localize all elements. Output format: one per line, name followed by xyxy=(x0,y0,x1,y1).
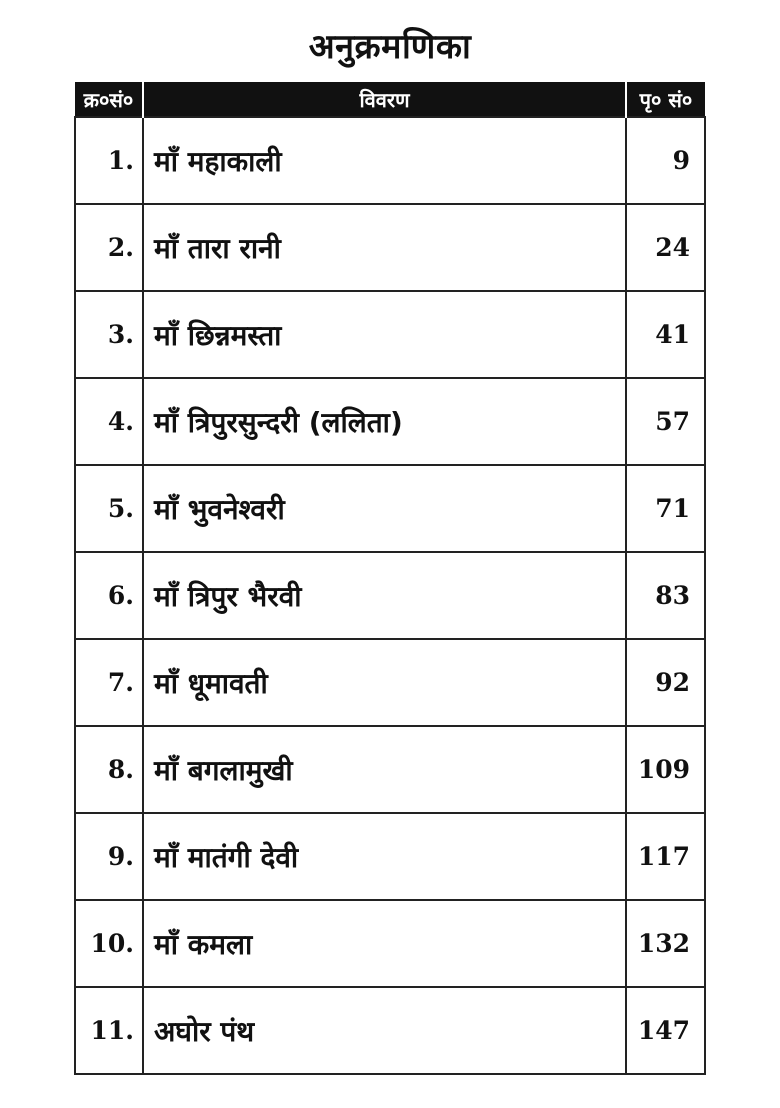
table-row xyxy=(75,465,705,552)
row-description: माँ बगलामुखी xyxy=(143,726,626,813)
header-row xyxy=(75,82,705,117)
row-page-number: 83 xyxy=(626,552,705,639)
table-header xyxy=(75,82,705,117)
table-row xyxy=(75,117,705,204)
table-row xyxy=(75,291,705,378)
row-page-number: 147 xyxy=(626,987,705,1074)
row-page-number: 71 xyxy=(626,465,705,552)
row-serial-number: 1. xyxy=(75,117,143,204)
table-row xyxy=(75,552,705,639)
table-row xyxy=(75,813,705,900)
header-serial-number: क्र०सं० xyxy=(75,82,143,117)
row-serial-number: 5. xyxy=(75,465,143,552)
table-body xyxy=(75,117,705,1074)
row-page-number: 57 xyxy=(626,378,705,465)
row-description: माँ त्रिपुरसुन्दरी (ललिता) xyxy=(143,378,626,465)
table-of-contents xyxy=(74,82,706,1075)
row-page-number: 132 xyxy=(626,900,705,987)
row-serial-number: 10. xyxy=(75,900,143,987)
row-serial-number: 8. xyxy=(75,726,143,813)
header-page-number: पृ० सं० xyxy=(626,82,705,117)
header-description: विवरण xyxy=(143,82,626,117)
row-serial-number: 3. xyxy=(75,291,143,378)
row-serial-number: 9. xyxy=(75,813,143,900)
row-serial-number: 2. xyxy=(75,204,143,291)
table-row xyxy=(75,204,705,291)
row-description: माँ छिन्नमस्ता xyxy=(143,291,626,378)
row-description: माँ धूमावती xyxy=(143,639,626,726)
row-description: माँ कमला xyxy=(143,900,626,987)
row-page-number: 24 xyxy=(626,204,705,291)
row-description: माँ तारा रानी xyxy=(143,204,626,291)
row-description: माँ मातंगी देवी xyxy=(143,813,626,900)
row-serial-number: 7. xyxy=(75,639,143,726)
row-serial-number: 6. xyxy=(75,552,143,639)
row-serial-number: 11. xyxy=(75,987,143,1074)
table-row xyxy=(75,726,705,813)
table-row xyxy=(75,900,705,987)
row-description: माँ महाकाली xyxy=(143,117,626,204)
page-title: अनुक्रमणिका xyxy=(308,27,472,67)
row-description: माँ त्रिपुर भैरवी xyxy=(143,552,626,639)
table-row xyxy=(75,987,705,1074)
row-description: माँ भुवनेश्वरी xyxy=(143,465,626,552)
row-page-number: 109 xyxy=(626,726,705,813)
table-row xyxy=(75,378,705,465)
row-page-number: 92 xyxy=(626,639,705,726)
table-row xyxy=(75,639,705,726)
row-serial-number: 4. xyxy=(75,378,143,465)
row-page-number: 9 xyxy=(626,117,705,204)
row-page-number: 41 xyxy=(626,291,705,378)
row-description: अघोर पंथ xyxy=(143,987,626,1074)
row-page-number: 117 xyxy=(626,813,705,900)
